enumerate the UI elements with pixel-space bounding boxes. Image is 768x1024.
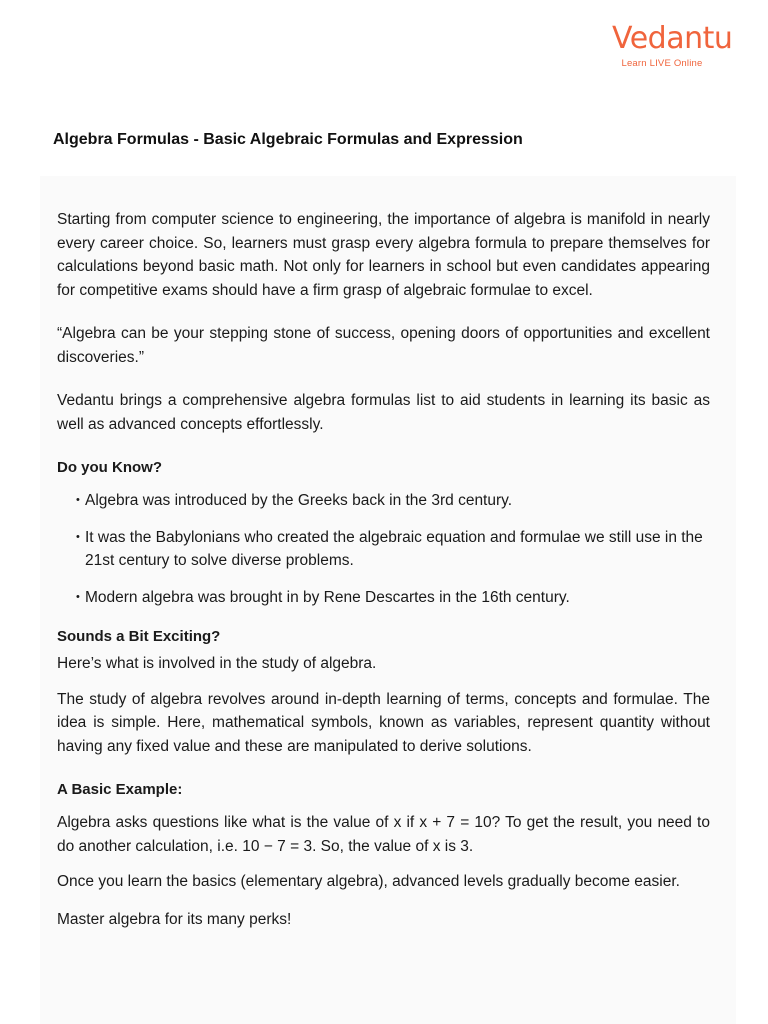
example-body: Algebra asks questions like what is the value of x if x + 7 = 10? To get the result, you need to do another calculation, i.e. 10 − 7 = 3. So, the value of x is 3. [57,814,710,855]
document-body [40,176,736,1024]
intro-paragraph: Starting from computer science to engineering, the importance of algebra is manifold in nearly every career choice. So, learners must grasp every algebra formula to prepare themselves for calculations beyond basic math. Not only for learners in school but even candidates appearing for competitive exams should have a firm grasp of algebraic formulae to excel. [57,211,710,299]
list-item: • Algebra was introduced by the Greeks back in the 3rd century. [85,489,710,513]
do-you-know-heading: Do you Know? [57,459,162,476]
sounds-exciting-heading: Sounds a Bit Exciting? [57,628,221,645]
vedantu-paragraph: Vedantu brings a comprehensive algebra formulas list to aid students in learning its basic as well as advanced concepts effortlessly. [57,392,710,433]
logo-wordmark: Vedantu [612,21,733,56]
vedantu-logo [612,21,733,69]
exciting-body: The study of algebra revolves around in-depth learning of terms, concepts and formulae. The idea is simple. Here, mathematical symbols, known as variables, represent quantity without having any fixed value and these are manipulated to derive solutions. [57,690,710,755]
quote-paragraph: “Algebra can be your stepping stone of success, opening doors of opportunities and excellent discoveries.” [57,325,710,366]
list-item: • Modern algebra was brought in by Rene Descartes in the 16th century. [85,586,710,610]
basic-example-heading: A Basic Example: [57,781,183,798]
fact-list [57,489,710,609]
basics-paragraph: Once you learn the basics (elementary algebra), advanced levels gradually become easier. [57,873,680,890]
list-item: • It was the Babylonians who created the algebraic equation and formulae we still use in the 21st century to solve diverse problems. [85,526,710,573]
page-title: Algebra Formulas - Basic Algebraic Formulas and Expression [53,131,523,148]
master-paragraph: Master algebra for its many perks! [57,910,292,928]
exciting-lead: Here’s what is involved in the study of algebra. [57,655,377,672]
logo-tagline: Learn LIVE Online [621,58,703,69]
